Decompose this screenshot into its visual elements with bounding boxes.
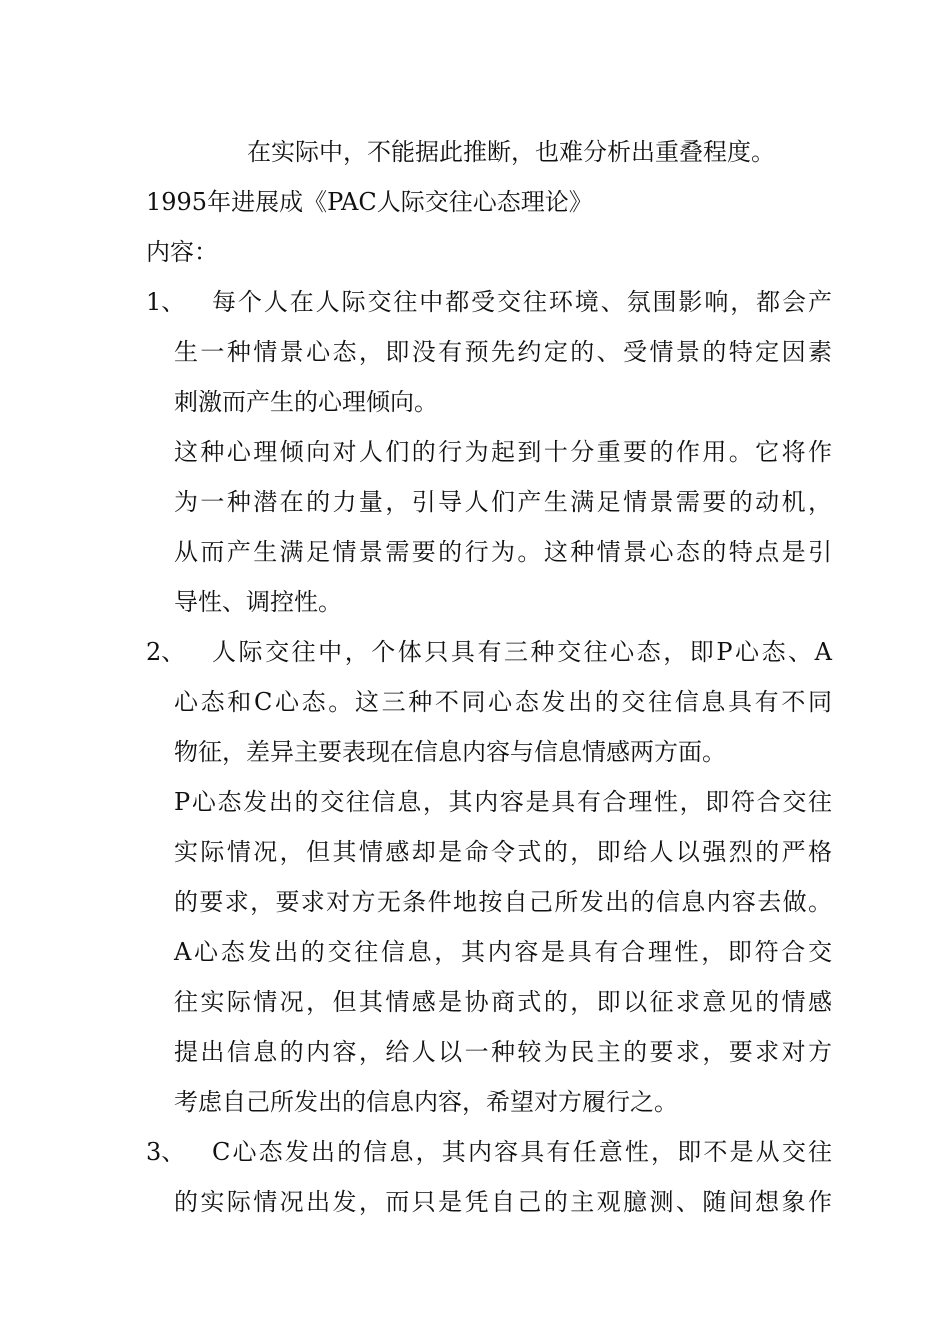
item-number: 1、	[146, 288, 186, 316]
intro-line: 在实际中，不能据此推断，也难分析出重叠程度。	[247, 138, 775, 166]
item-3-line-1: C心态发出的信息，其内容具有任意性，即不是从交往	[212, 1138, 832, 1166]
item-2-para-a-line-2: 往实际情况，但其情感是协商式的，即以征求意见的情感	[174, 988, 832, 1016]
item-1-para-line-1: 这种心理倾向对人们的行为起到十分重要的作用。它将作	[174, 438, 832, 466]
item-2-line-1: 人际交往中，个体只具有三种交往心态，即P心态、A	[212, 638, 832, 666]
item-number: 3、	[146, 1138, 186, 1166]
item-1-para-line-4: 导性、调控性。	[174, 588, 342, 616]
item-2-para-a-line-3: 提出信息的内容，给人以一种较为民主的要求，要求对方	[174, 1038, 832, 1066]
item-2-para-p-line-3: 的要求，要求对方无条件地按自己所发出的信息内容去做。	[174, 888, 832, 916]
item-2-para-a-line-4: 考虑自己所发出的信息内容，希望对方履行之。	[174, 1088, 678, 1116]
item-2-para-p-line-2: 实际情况，但其情感却是命令式的，即给人以强烈的严格	[174, 838, 832, 866]
item-1-line-3: 刺激而产生的心理倾向。	[174, 388, 438, 416]
item-1-para-line-3: 从而产生满足情景需要的行为。这种情景心态的特点是引	[174, 538, 832, 566]
item-number: 2、	[146, 638, 186, 666]
item-2-line-3: 物征，差异主要表现在信息内容与信息情感两方面。	[174, 738, 726, 766]
item-2-para-p-line-1: P心态发出的交往信息，其内容是具有合理性，即符合交往	[174, 788, 832, 816]
item-2-para-a-line-1: A心态发出的交往信息，其内容是具有合理性，即符合交	[174, 938, 832, 966]
item-1-line-1: 每个人在人际交往中都受交往环境、氛围影响，都会产	[212, 288, 832, 316]
history-line: 1995年进展成《PAC人际交往心态理论》	[146, 188, 593, 216]
item-1-line-2: 生一种情景心态，即没有预先约定的、受情景的特定因素	[174, 338, 832, 366]
item-1-para-line-2: 为一种潜在的力量，引导人们产生满足情景需要的动机，	[174, 488, 832, 516]
content-label: 内容：	[146, 238, 218, 266]
item-2-line-2: 心态和C心态。这三种不同心态发出的交往信息具有不同	[174, 688, 832, 716]
item-3-line-2: 的实际情况出发，而只是凭自己的主观臆测、随间想象作	[174, 1188, 832, 1216]
